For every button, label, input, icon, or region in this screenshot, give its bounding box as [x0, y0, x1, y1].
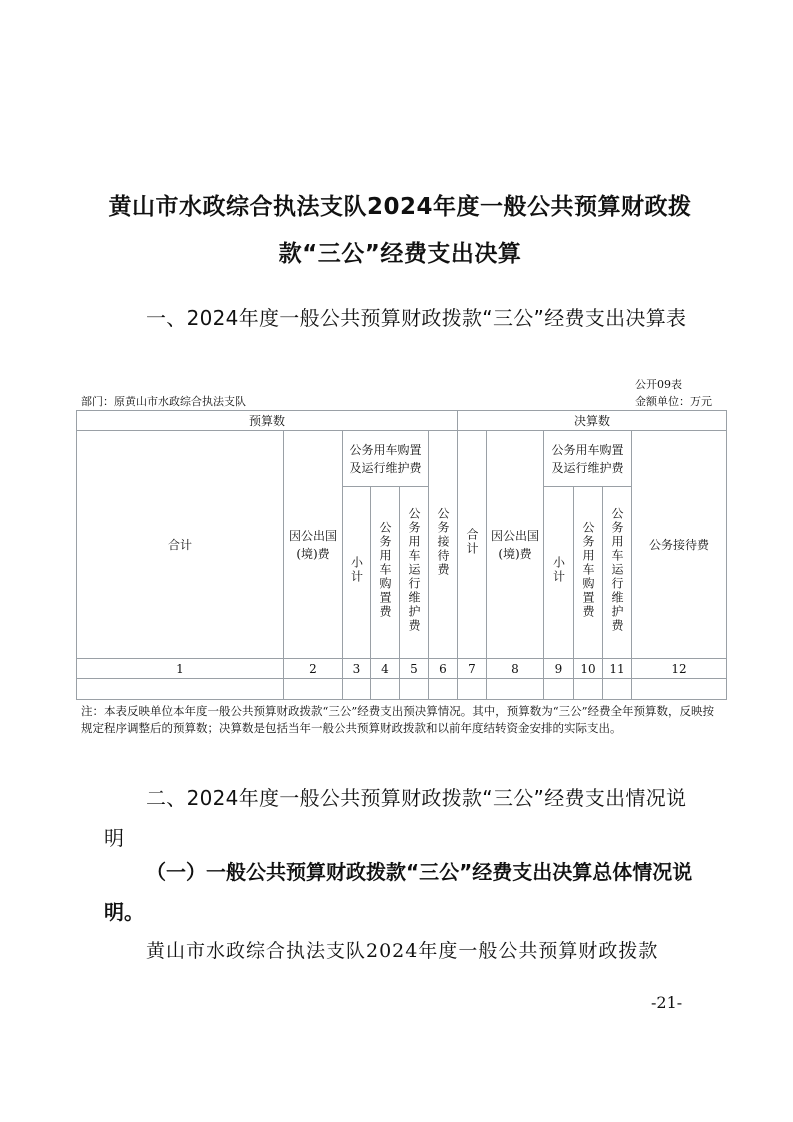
document-title	[100, 184, 700, 278]
table-cell	[574, 679, 603, 700]
final-vehicle-purchase-header: 公务用车购置费	[574, 487, 603, 659]
column-number: 12	[632, 659, 727, 679]
budget-total-header: 合计	[77, 431, 284, 659]
final-reception-header: 公务接待费	[632, 431, 727, 659]
table-cell	[603, 679, 632, 700]
table-cell	[284, 679, 343, 700]
three-public-expenses-table	[76, 410, 727, 700]
table-cell	[487, 679, 544, 700]
form-code: 公开09表	[635, 378, 682, 391]
column-number: 7	[458, 659, 487, 679]
budget-reception-header: 公务接待费	[429, 431, 458, 659]
column-number: 1	[77, 659, 284, 679]
section-1-heading: 一、2024年度一般公共预算财政拨款“三公”经费支出决算表	[146, 306, 687, 330]
table-cell	[458, 679, 487, 700]
table-cell	[429, 679, 458, 700]
column-number: 9	[544, 659, 574, 679]
table-cell	[371, 679, 400, 700]
budget-abroad-header: 因公出国(境)费	[284, 431, 343, 659]
title-line-2: 款“三公”经费支出决算	[278, 241, 522, 267]
budget-subtotal-header: 小计	[343, 487, 371, 659]
table-cell	[632, 679, 727, 700]
column-number-row	[77, 659, 727, 679]
final-abroad-header: 因公出国(境)费	[487, 431, 544, 659]
final-header: 决算数	[458, 411, 727, 431]
title-line-1: 黄山市水政综合执法支队2024年度一般公共预算财政拨	[108, 194, 692, 220]
column-number: 2	[284, 659, 343, 679]
budget-header: 预算数	[77, 411, 458, 431]
budget-vehicle-operation-header: 公务用车运行维护费	[400, 487, 429, 659]
section-2-sub-heading: （一）一般公共预算财政拨款“三公”经费支出决算总体情况说明。	[104, 860, 693, 924]
page-number: -21-	[651, 993, 683, 1012]
table-cell	[544, 679, 574, 700]
final-subtotal-header: 小计	[544, 487, 574, 659]
column-number: 10	[574, 659, 603, 679]
table-cell	[77, 679, 284, 700]
department-label: 部门：原黄山市水政综合执法支队	[81, 395, 246, 408]
budget-vehicle-group-header: 公务用车购置及运行维护费	[343, 431, 429, 487]
final-total-header: 合计	[458, 431, 487, 659]
column-number: 5	[400, 659, 429, 679]
table-row	[77, 679, 727, 700]
column-number: 6	[429, 659, 458, 679]
section-2-heading: 二、2024年度一般公共预算财政拨款“三公”经费支出情况说明	[104, 786, 687, 850]
body-paragraph: 黄山市水政综合执法支队2024年度一般公共预算财政拨款	[146, 940, 659, 962]
table-note: 注：本表反映单位本年度一般公共预算财政拨款“三公”经费支出预决算情况。其中，预算数为“三公”经费全年预算数，反映按规定程序调整后的预算数；决算数是包括当年一般公共预算财政拨款和以前年度结转资金安排的实际支出。	[81, 704, 715, 735]
column-number: 11	[603, 659, 632, 679]
table-cell	[343, 679, 371, 700]
column-number: 3	[343, 659, 371, 679]
column-number: 4	[371, 659, 400, 679]
budget-vehicle-purchase-header: 公务用车购置费	[371, 487, 400, 659]
final-vehicle-group-header: 公务用车购置及运行维护费	[544, 431, 632, 487]
table-cell	[400, 679, 429, 700]
unit-label: 金额单位：万元	[635, 395, 712, 408]
final-vehicle-operation-header: 公务用车运行维护费	[603, 487, 632, 659]
column-number: 8	[487, 659, 544, 679]
